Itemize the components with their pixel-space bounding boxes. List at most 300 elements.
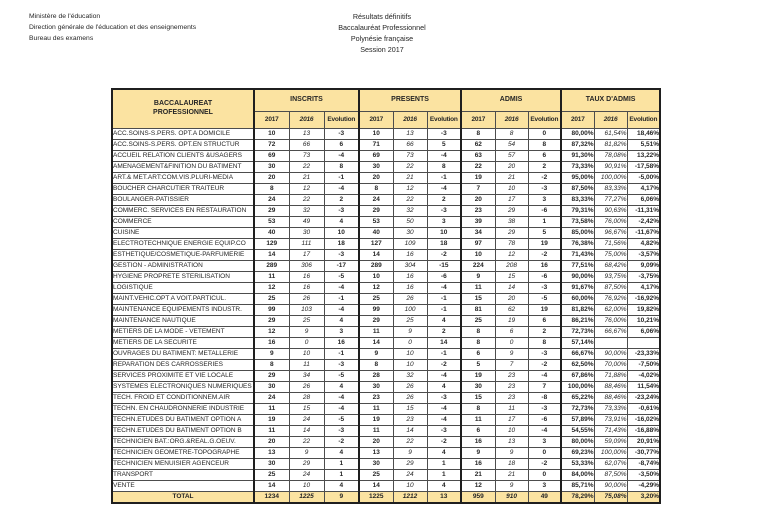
value-cell: 16: [289, 271, 324, 282]
value-cell: 10: [359, 271, 393, 282]
value-cell: 79,31%: [561, 205, 594, 216]
program-label: BOUCHER CHARCUTIER TRAITEUR: [112, 183, 254, 194]
value-cell: 19,82%: [627, 304, 660, 315]
table-row: [112, 282, 660, 293]
group-header-presents: PRESENTS: [359, 89, 461, 111]
value-cell: 95,00%: [561, 172, 594, 183]
value-cell: 1225: [359, 491, 393, 503]
value-cell: 8: [359, 359, 393, 370]
value-cell: 16: [289, 282, 324, 293]
value-cell: 75,00%: [594, 249, 627, 260]
value-cell: 16: [461, 436, 495, 447]
value-cell: 15: [461, 392, 495, 403]
value-cell: 20: [254, 436, 289, 447]
value-cell: -1: [324, 348, 359, 359]
value-cell: 5: [427, 139, 461, 150]
value-cell: 54: [495, 139, 528, 150]
value-cell: 71: [359, 139, 393, 150]
value-cell: -1: [427, 304, 461, 315]
value-cell: 11: [461, 282, 495, 293]
value-cell: 8: [254, 183, 289, 194]
title-line-session: Session 2017: [360, 45, 404, 54]
value-cell: 12: [289, 183, 324, 194]
subheader-2016: 2016: [495, 111, 528, 128]
value-cell: 60,00%: [561, 293, 594, 304]
value-cell: 4: [427, 480, 461, 491]
value-cell: -7,50%: [627, 359, 660, 370]
value-cell: 83,33%: [594, 183, 627, 194]
value-cell: -11,31%: [627, 205, 660, 216]
total-label: TOTAL: [112, 491, 254, 503]
value-cell: -4,02%: [627, 370, 660, 381]
value-cell: 103: [289, 304, 324, 315]
value-cell: 22: [461, 161, 495, 172]
value-cell: -11,67%: [627, 227, 660, 238]
value-cell: 10: [289, 480, 324, 491]
program-label: ESTHETIQUE/COSMETIQUE-PARFUMERIE: [112, 249, 254, 260]
value-cell: 53,33%: [561, 458, 594, 469]
value-cell: 38: [495, 216, 528, 227]
value-cell: 32: [393, 205, 427, 216]
group-header-inscrits: INSCRITS: [254, 89, 359, 111]
value-cell: 129: [254, 238, 289, 249]
value-cell: -16,92%: [627, 293, 660, 304]
value-cell: 13: [254, 447, 289, 458]
value-cell: 224: [461, 260, 495, 271]
value-cell: 69,23%: [561, 447, 594, 458]
value-cell: 23: [359, 392, 393, 403]
value-cell: 68,42%: [594, 260, 627, 271]
value-cell: 69: [254, 150, 289, 161]
value-cell: 21: [393, 172, 427, 183]
value-cell: 22: [289, 161, 324, 172]
value-cell: 24: [393, 469, 427, 480]
value-cell: -3: [528, 348, 561, 359]
value-cell: 84,00%: [561, 469, 594, 480]
value-cell: 29: [254, 315, 289, 326]
value-cell: 8: [254, 359, 289, 370]
value-cell: 10: [427, 227, 461, 238]
table-row: [112, 271, 660, 282]
value-cell: 20: [495, 293, 528, 304]
value-cell: 30: [461, 381, 495, 392]
value-cell: 14: [359, 249, 393, 260]
value-cell: 9: [461, 271, 495, 282]
value-cell: 0: [495, 337, 528, 348]
value-cell: 12: [495, 249, 528, 260]
value-cell: 26: [289, 293, 324, 304]
value-cell: 111: [289, 238, 324, 249]
value-cell: 40: [254, 227, 289, 238]
value-cell: 73,33%: [594, 403, 627, 414]
results-table-body: [112, 128, 660, 503]
value-cell: 21: [289, 172, 324, 183]
value-cell: -3,57%: [627, 249, 660, 260]
value-cell: 8: [461, 403, 495, 414]
value-cell: 100,00%: [594, 447, 627, 458]
value-cell: 8: [359, 183, 393, 194]
value-cell: 11: [359, 326, 393, 337]
table-row: [112, 172, 660, 183]
subheader-2017: 2017: [461, 111, 495, 128]
value-cell: -8,74%: [627, 458, 660, 469]
value-cell: 29: [254, 370, 289, 381]
value-cell: -0,61%: [627, 403, 660, 414]
value-cell: -30,77%: [627, 447, 660, 458]
value-cell: 91,30%: [561, 150, 594, 161]
value-cell: 25: [359, 469, 393, 480]
value-cell: 10: [289, 348, 324, 359]
value-cell: 12: [461, 480, 495, 491]
value-cell: 5: [461, 359, 495, 370]
value-cell: 13: [289, 128, 324, 139]
value-cell: -5: [528, 293, 561, 304]
value-cell: 0: [528, 447, 561, 458]
table-row: [112, 150, 660, 161]
value-cell: 86,21%: [561, 315, 594, 326]
value-cell: -3: [427, 128, 461, 139]
program-label: VENTE: [112, 480, 254, 491]
value-cell: 91,67%: [561, 282, 594, 293]
value-cell: -3: [528, 403, 561, 414]
value-cell: 9: [495, 447, 528, 458]
value-cell: 87,50%: [561, 183, 594, 194]
value-cell: 15: [461, 293, 495, 304]
value-cell: 10: [393, 359, 427, 370]
table-row: [112, 458, 660, 469]
value-cell: 7: [495, 359, 528, 370]
value-cell: 28: [359, 370, 393, 381]
value-cell: -5: [324, 414, 359, 425]
value-cell: 66: [393, 139, 427, 150]
value-cell: 100,00%: [561, 381, 594, 392]
value-cell: 72,73%: [561, 403, 594, 414]
value-cell: 88,46%: [594, 392, 627, 403]
value-cell: -1: [427, 293, 461, 304]
table-row: [112, 392, 660, 403]
value-cell: 57,14%: [561, 337, 594, 348]
value-cell: 80,00%: [561, 436, 594, 447]
value-cell: 73: [289, 150, 324, 161]
subheader-2017: 2017: [561, 111, 594, 128]
value-cell: 29: [289, 458, 324, 469]
program-label: METIERS DE LA MODE - VETEMENT: [112, 326, 254, 337]
value-cell: 304: [393, 260, 427, 271]
table-row: [112, 227, 660, 238]
value-cell: 21: [495, 172, 528, 183]
value-cell: 10: [495, 183, 528, 194]
value-cell: 26: [289, 381, 324, 392]
value-cell: 78,08%: [594, 150, 627, 161]
value-cell: 81: [461, 304, 495, 315]
value-cell: 21: [495, 469, 528, 480]
value-cell: -2: [528, 249, 561, 260]
value-cell: 62,50%: [561, 359, 594, 370]
value-cell: 12: [254, 326, 289, 337]
value-cell: 10: [359, 128, 393, 139]
value-cell: -4: [427, 183, 461, 194]
table-row: [112, 293, 660, 304]
value-cell: 23: [393, 414, 427, 425]
table-row: [112, 414, 660, 425]
value-cell: 910: [495, 491, 528, 503]
value-cell: 10: [495, 425, 528, 436]
value-cell: 63: [461, 150, 495, 161]
value-cell: 21: [461, 469, 495, 480]
value-cell: 32: [289, 205, 324, 216]
value-cell: 9: [359, 348, 393, 359]
value-cell: 12: [393, 183, 427, 194]
value-cell: 1: [427, 458, 461, 469]
value-cell: 20: [254, 172, 289, 183]
value-cell: 97: [461, 238, 495, 249]
value-cell: 8: [461, 326, 495, 337]
value-cell: 19: [461, 172, 495, 183]
value-cell: 9,09%: [627, 260, 660, 271]
value-cell: 25: [393, 315, 427, 326]
value-cell: -4: [427, 370, 461, 381]
value-cell: -3: [324, 359, 359, 370]
table-row: [112, 315, 660, 326]
value-cell: 25: [254, 469, 289, 480]
value-cell: 30: [254, 161, 289, 172]
value-cell: 76,92%: [594, 293, 627, 304]
value-cell: 18: [427, 238, 461, 249]
value-cell: 10: [324, 227, 359, 238]
value-cell: -4: [324, 282, 359, 293]
value-cell: 10: [254, 128, 289, 139]
value-cell: 71,88%: [594, 370, 627, 381]
value-cell: 11: [461, 414, 495, 425]
value-cell: -16,88%: [627, 425, 660, 436]
value-cell: 23: [495, 381, 528, 392]
program-label: REPARATION DES CARROSSERIES: [112, 359, 254, 370]
value-cell: -4: [427, 403, 461, 414]
value-cell: 17: [495, 194, 528, 205]
value-cell: -5: [324, 370, 359, 381]
value-cell: -3: [324, 128, 359, 139]
value-cell: 23: [461, 205, 495, 216]
value-cell: 67,86%: [561, 370, 594, 381]
value-cell: 10: [393, 348, 427, 359]
value-cell: 57,89%: [561, 414, 594, 425]
value-cell: 30: [254, 381, 289, 392]
value-cell: [594, 337, 627, 348]
value-cell: 90,00%: [594, 348, 627, 359]
value-cell: 4,17%: [627, 183, 660, 194]
program-label: CUISINE: [112, 227, 254, 238]
value-cell: 22: [289, 194, 324, 205]
value-cell: 6,06%: [627, 194, 660, 205]
value-cell: 80,00%: [561, 128, 594, 139]
value-cell: 26: [393, 392, 427, 403]
value-cell: 9: [461, 447, 495, 458]
value-cell: 73: [393, 150, 427, 161]
value-cell: 28: [289, 392, 324, 403]
value-cell: 289: [359, 260, 393, 271]
value-cell: -3: [324, 425, 359, 436]
value-cell: 87,50%: [594, 469, 627, 480]
value-cell: 17: [495, 414, 528, 425]
value-cell: 25: [359, 293, 393, 304]
value-cell: 90,00%: [594, 480, 627, 491]
value-cell: 13: [427, 491, 461, 503]
value-cell: 6: [324, 139, 359, 150]
value-cell: 53: [359, 216, 393, 227]
value-cell: -6: [528, 205, 561, 216]
value-cell: 9: [393, 447, 427, 458]
value-cell: 71,56%: [594, 238, 627, 249]
value-cell: 4,82%: [627, 238, 660, 249]
table-row: [112, 128, 660, 139]
value-cell: 29: [393, 458, 427, 469]
value-cell: -3: [528, 282, 561, 293]
table-row: [112, 205, 660, 216]
value-cell: 65,22%: [561, 392, 594, 403]
value-cell: 69: [359, 150, 393, 161]
value-cell: -4: [528, 425, 561, 436]
value-cell: 29: [359, 205, 393, 216]
value-cell: 11,54%: [627, 381, 660, 392]
value-cell: 3,20%: [627, 491, 660, 503]
value-cell: 13: [495, 436, 528, 447]
value-cell: -3: [324, 205, 359, 216]
value-cell: 30: [289, 227, 324, 238]
table-header: [112, 89, 660, 128]
table-row: [112, 469, 660, 480]
value-cell: 34: [289, 370, 324, 381]
value-cell: -3,75%: [627, 271, 660, 282]
value-cell: 11: [359, 425, 393, 436]
value-cell: 5: [528, 227, 561, 238]
value-cell: 78,29%: [561, 491, 594, 503]
value-cell: 66,67%: [594, 326, 627, 337]
value-cell: 73,58%: [561, 216, 594, 227]
value-cell: 26: [393, 381, 427, 392]
value-cell: 87,50%: [594, 282, 627, 293]
value-cell: 4: [324, 381, 359, 392]
program-label: BOULANGER-PATISSIER: [112, 194, 254, 205]
table-row: [112, 348, 660, 359]
document-title: [0, 11, 764, 55]
table-row: [112, 161, 660, 172]
program-label: TECHNICIEN GEOMETRE-TOPOGRAPHE: [112, 447, 254, 458]
value-cell: 25: [461, 315, 495, 326]
value-cell: 12: [254, 282, 289, 293]
program-label: COMMERCE: [112, 216, 254, 227]
value-cell: 24: [359, 194, 393, 205]
table-row: [112, 359, 660, 370]
value-cell: 2: [528, 161, 561, 172]
value-cell: 62: [461, 139, 495, 150]
value-cell: -1: [324, 172, 359, 183]
value-cell: 100: [393, 304, 427, 315]
table-row: [112, 249, 660, 260]
value-cell: 50: [393, 216, 427, 227]
value-cell: 30: [359, 458, 393, 469]
value-cell: 0: [528, 469, 561, 480]
value-cell: 18: [324, 238, 359, 249]
value-cell: 2: [427, 194, 461, 205]
program-label: ACC.SOINS-S.PERS. OPT.A DOMICILE: [112, 128, 254, 139]
value-cell: 1225: [289, 491, 324, 503]
value-cell: 85,71%: [561, 480, 594, 491]
value-cell: 959: [461, 491, 495, 503]
value-cell: 208: [495, 260, 528, 271]
value-cell: 19: [528, 238, 561, 249]
value-cell: 1212: [393, 491, 427, 503]
value-cell: 81,82%: [561, 304, 594, 315]
value-cell: 29: [495, 227, 528, 238]
value-cell: 14: [393, 425, 427, 436]
value-cell: 1: [528, 216, 561, 227]
table-row: [112, 139, 660, 150]
value-cell: 19: [461, 370, 495, 381]
table-row: [112, 304, 660, 315]
table-row: [112, 238, 660, 249]
program-label: OUVRAGES DU BATIMENT: METALLERIE: [112, 348, 254, 359]
value-cell: 62: [495, 304, 528, 315]
value-cell: 11: [254, 403, 289, 414]
value-cell: 75,08%: [594, 491, 627, 503]
value-cell: 14: [289, 425, 324, 436]
program-label: MAINTENANCE NAUTIQUE: [112, 315, 254, 326]
value-cell: 4: [324, 447, 359, 458]
value-cell: 6: [495, 326, 528, 337]
subheader-2017: 2017: [359, 111, 393, 128]
program-label: ART.& MET.ART:COM.VIS.PLURI-MEDIA: [112, 172, 254, 183]
table-row: [112, 403, 660, 414]
value-cell: -2,42%: [627, 216, 660, 227]
value-cell: 24: [254, 194, 289, 205]
title-line-diploma: Baccalauréat Professionnel: [338, 23, 426, 32]
value-cell: -1: [427, 172, 461, 183]
subheader-evolution: Evolution: [427, 111, 461, 128]
value-cell: 23: [495, 370, 528, 381]
value-cell: 30: [393, 227, 427, 238]
value-cell: 8: [461, 128, 495, 139]
value-cell: 26: [393, 293, 427, 304]
value-cell: 19: [359, 414, 393, 425]
value-cell: 6: [461, 348, 495, 359]
table-row: [112, 326, 660, 337]
value-cell: 49: [289, 216, 324, 227]
value-cell: -23,33%: [627, 348, 660, 359]
value-cell: 73,33%: [561, 161, 594, 172]
value-cell: 6: [528, 315, 561, 326]
value-cell: -2: [528, 359, 561, 370]
value-cell: -4: [528, 370, 561, 381]
value-cell: 16: [393, 282, 427, 293]
value-cell: 71,43%: [561, 249, 594, 260]
value-cell: 9: [495, 348, 528, 359]
value-cell: 76,00%: [594, 315, 627, 326]
value-cell: 2: [528, 326, 561, 337]
value-cell: 13: [359, 447, 393, 458]
value-cell: 20: [495, 161, 528, 172]
value-cell: 73,91%: [594, 414, 627, 425]
value-cell: 3: [528, 194, 561, 205]
value-cell: 10: [461, 249, 495, 260]
value-cell: 4: [427, 381, 461, 392]
org-line-ministry: Ministère de l'éducation: [29, 13, 101, 20]
group-header-taux-admis: TAUX D'ADMIS: [561, 89, 660, 111]
value-cell: -17,58%: [627, 161, 660, 172]
value-cell: -17: [324, 260, 359, 271]
value-cell: 3: [528, 480, 561, 491]
value-cell: 9: [289, 447, 324, 458]
value-cell: 62,00%: [594, 304, 627, 315]
